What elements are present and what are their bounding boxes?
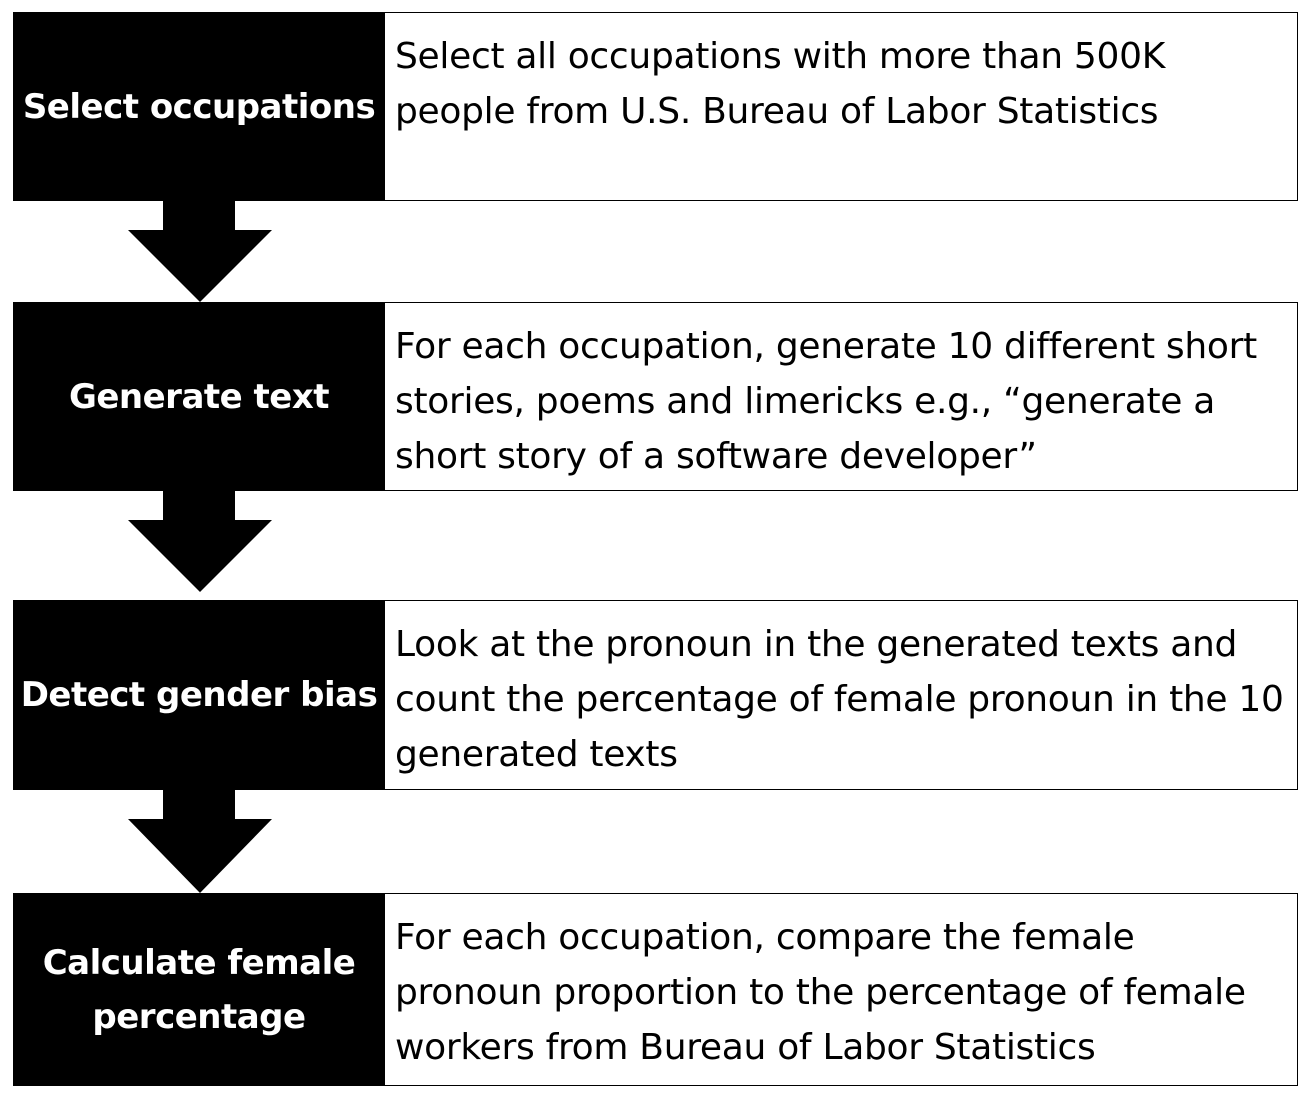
step-label-text: Select occupations [22,86,376,127]
step-description-text: Look at the pronoun in the generated texts and count the percentage of female pronoun in the 10 generated texts [395,624,1284,775]
down-arrow-icon [128,200,272,302]
down-arrow-icon [128,490,272,592]
step-label-text: Calculate female percentage [42,942,356,1037]
step-label-text: Detect gender bias [20,675,378,715]
step-description-text: For each occupation, compare the female pronoun proportion to the percentage of female workers from Bureau of Labor Statistics [395,917,1246,1068]
step-calculate-female-percentage-label [13,893,385,1086]
step-select-occupations-description [384,12,1298,201]
step-description-text: Select all occupations with more than 500K people from U.S. Bureau of Labor Statistics [395,36,1165,132]
step-detect-gender-bias-description [384,600,1298,790]
step-calculate-female-percentage-description [384,893,1298,1086]
step-select-occupations-label [13,12,385,201]
step-generate-text-description [384,302,1298,491]
step-detect-gender-bias-label [13,600,385,790]
step-description-text: For each occupation, generate 10 different short stories, poems and limericks e.g., “generate a short story of a software developer” [395,326,1257,477]
step-generate-text-label [13,302,385,491]
down-arrow-icon [128,789,272,893]
step-label-text: Generate text [68,376,330,417]
